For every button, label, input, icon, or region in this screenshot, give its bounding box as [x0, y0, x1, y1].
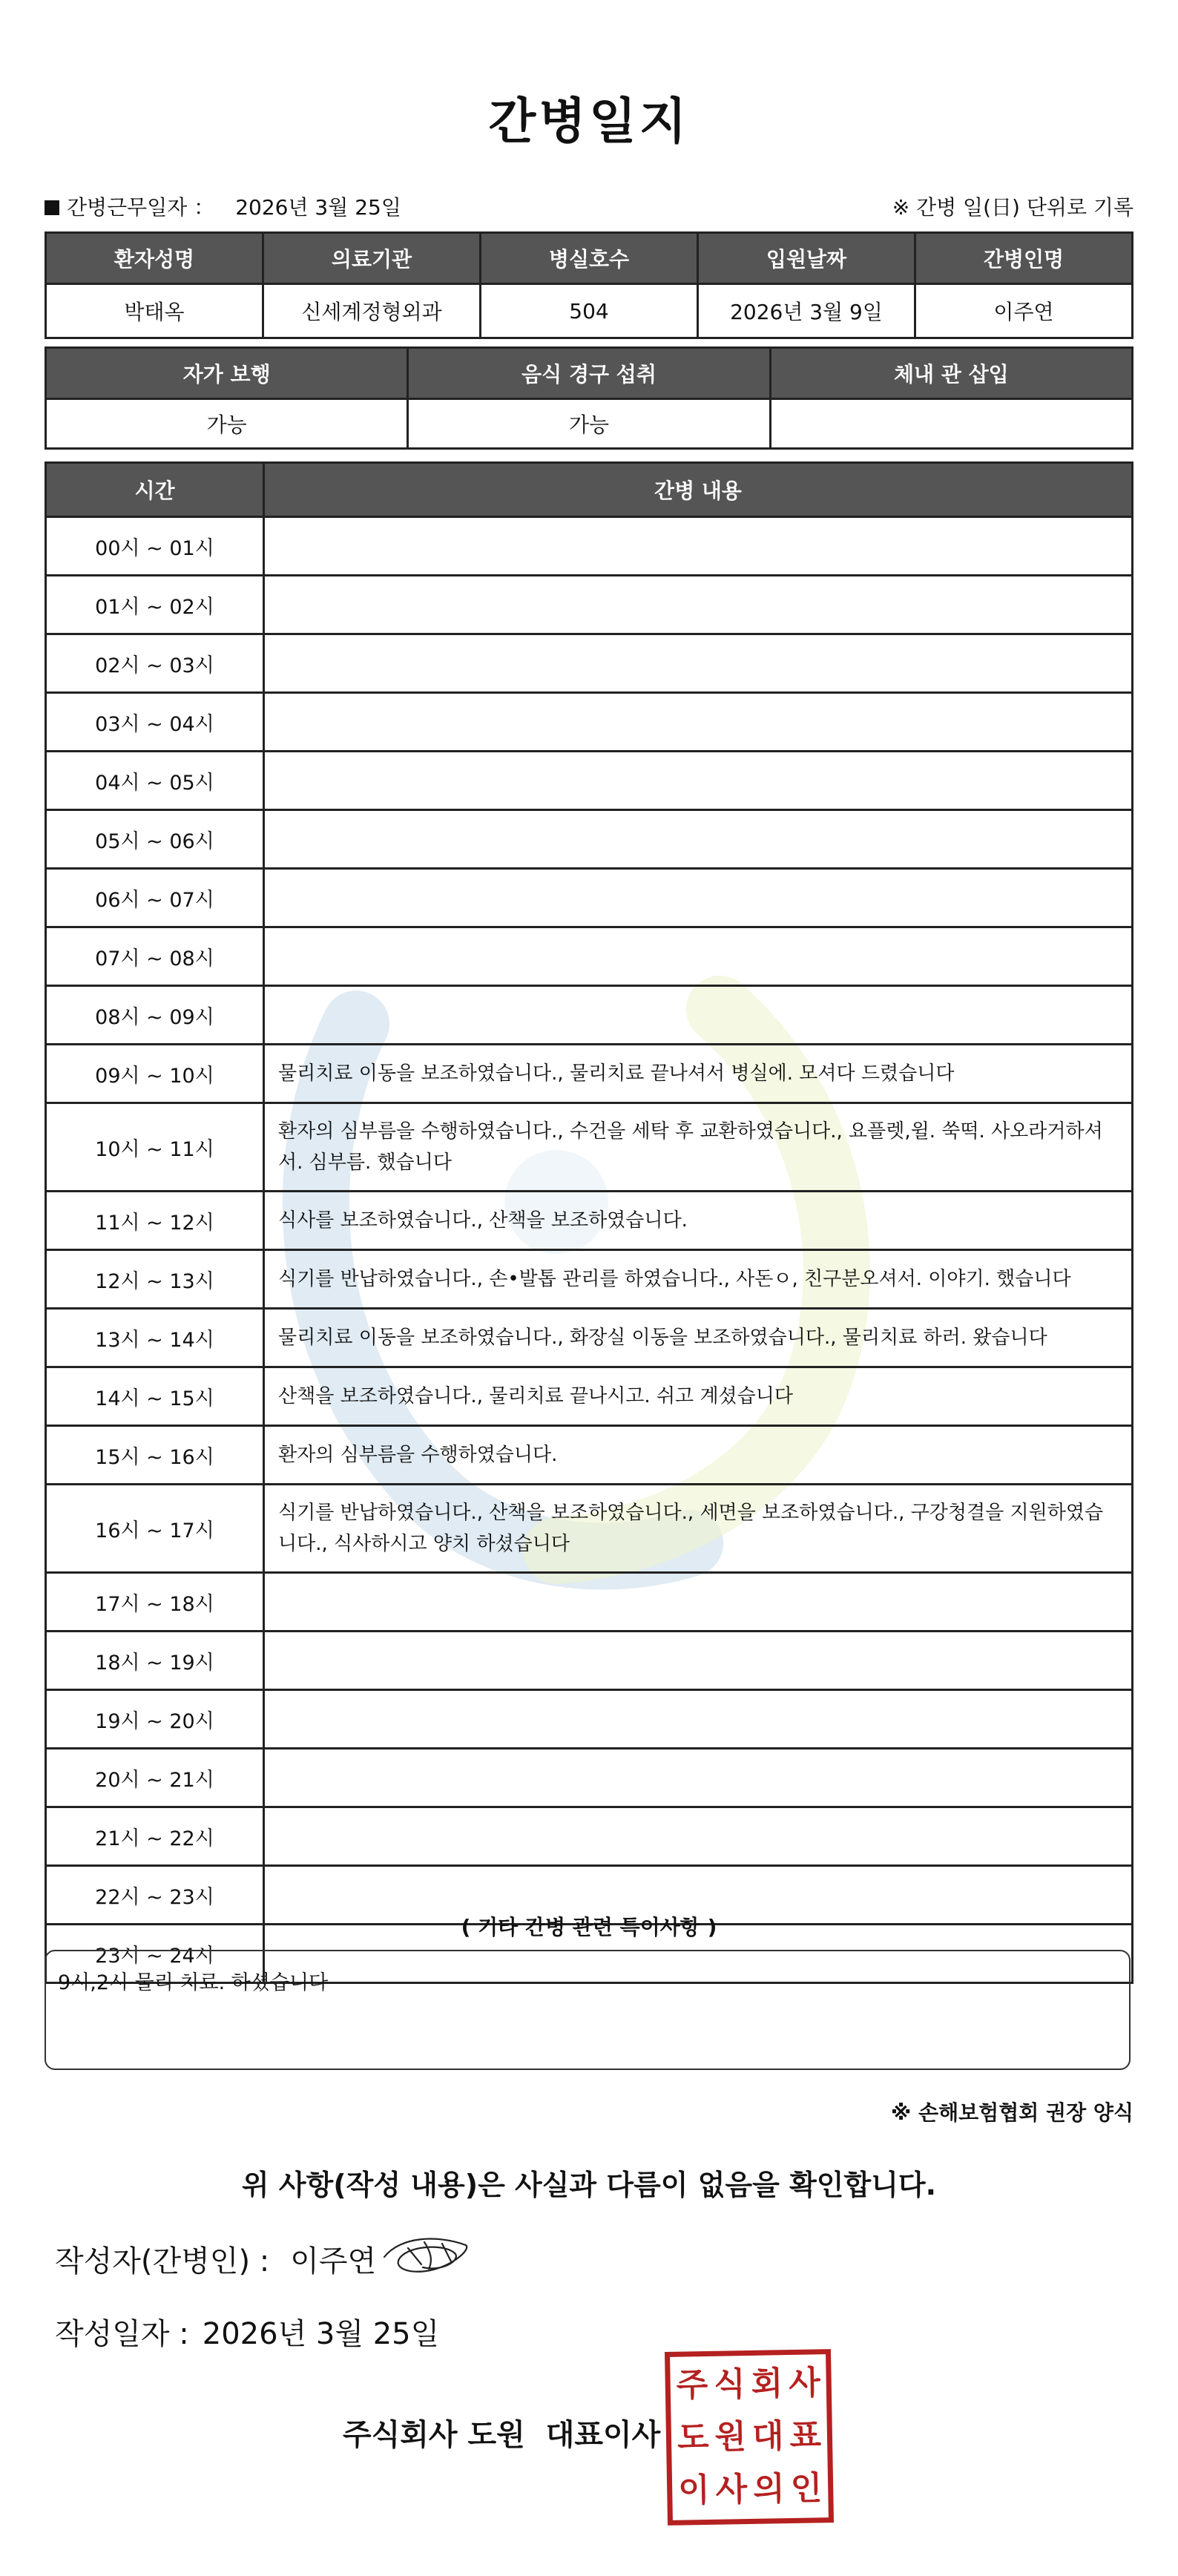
- table-row: [46, 752, 1133, 810]
- ability-header-row: [46, 348, 1133, 399]
- table-row: [46, 1192, 1133, 1250]
- care-content: [264, 810, 1133, 869]
- seal-char: 식: [713, 2365, 746, 2405]
- care-content: 물리치료 이동을 보조하였습니다., 물리치료 끝나셔서 병실에. 모셔다 드렸습니다: [264, 1045, 1133, 1103]
- time-slot: 15시 ~ 16시: [46, 1426, 264, 1485]
- time-slot: 12시 ~ 13시: [46, 1250, 264, 1309]
- seal-char: 원: [714, 2418, 747, 2457]
- care-log-table: [45, 461, 1133, 1984]
- time-slot: 07시 ~ 08시: [46, 927, 264, 986]
- care-content: [264, 1632, 1133, 1690]
- caregiver-name: 이주연: [915, 284, 1133, 338]
- notes-box: [45, 1950, 1131, 2070]
- time-slot: 20시 ~ 21시: [46, 1749, 264, 1807]
- standard-form-note: ※ 손해보험협회 권장 양식: [891, 2100, 1133, 2125]
- care-content: [264, 1573, 1133, 1632]
- time-slot: 23시 ~ 24시: [46, 1925, 264, 1983]
- document-title: 간병일지: [488, 93, 690, 150]
- table-row: [46, 1690, 1133, 1749]
- written-date-label: 작성일자 :: [55, 2317, 189, 2351]
- time-slot: 06시 ~ 07시: [46, 869, 264, 927]
- table-row: [46, 1367, 1133, 1426]
- writer-name: 이주연: [290, 2244, 377, 2278]
- hospital-name: 신세계정형외과: [263, 284, 481, 338]
- seal-char: 이: [677, 2471, 711, 2510]
- care-content: [264, 634, 1133, 693]
- header-patient-name: 환자성명: [46, 233, 263, 284]
- table-row: [46, 986, 1133, 1045]
- time-slot: 02시 ~ 03시: [46, 634, 264, 693]
- admission-date: 2026년 3월 9일: [698, 284, 915, 338]
- work-date-colon: ：: [194, 195, 215, 220]
- table-row: [46, 576, 1133, 634]
- care-content: 산책을 보조하였습니다., 물리치료 끝나시고. 쉬고 계셨습니다: [264, 1367, 1133, 1426]
- header-tube-insertion: 체내 관 삽입: [770, 348, 1132, 399]
- notes-title: ( 기타 간병 관련 특이사항 ): [461, 1915, 717, 1939]
- room-number: 504: [481, 284, 698, 338]
- written-date-line: [55, 2310, 439, 2353]
- table-row: [46, 869, 1133, 927]
- care-content: [264, 752, 1133, 810]
- table-row: [46, 1485, 1133, 1573]
- care-content: 식기를 반납하였습니다., 산책을 보조하였습니다., 세면을 보조하였습니다., 구강청결을 지원하였습니다., 식사하시고 양치 하셨습니다: [264, 1485, 1133, 1573]
- time-slot: 22시 ~ 23시: [46, 1866, 264, 1925]
- time-slot: 11시 ~ 12시: [46, 1192, 264, 1250]
- table-row: [46, 1045, 1133, 1103]
- care-content: [264, 1749, 1133, 1807]
- seal-char: 도: [677, 2418, 709, 2457]
- care-content: 환자의 심부름을 수행하였습니다.: [264, 1426, 1133, 1485]
- seal-char: 인: [790, 2468, 823, 2508]
- care-content: 환자의 심부름을 수행하였습니다., 수건을 세탁 후 교환하였습니다., 요플렛,윌. 쑥떡. 사오라거하셔서. 심부름. 했습니다: [264, 1103, 1133, 1192]
- written-date-value: 2026년 3월 25일: [202, 2317, 440, 2351]
- time-slot: 10시 ~ 11시: [46, 1103, 264, 1192]
- time-slot: 21시 ~ 22시: [46, 1807, 264, 1866]
- ability-value-row: [46, 399, 1133, 449]
- time-slot: 00시 ~ 01시: [46, 517, 264, 576]
- header-hospital: 의료기관: [263, 233, 481, 284]
- signature-icon: [378, 2229, 475, 2281]
- seal-char: 사: [715, 2470, 748, 2509]
- care-content: [264, 693, 1133, 752]
- care-content: [264, 517, 1133, 576]
- table-row: [46, 1103, 1133, 1192]
- care-content: 식사를 보조하였습니다., 산책을 보조하였습니다.: [264, 1192, 1133, 1250]
- seal-char: 사: [788, 2364, 821, 2403]
- time-slot: 17시 ~ 18시: [46, 1573, 264, 1632]
- header-time: 시간: [46, 463, 264, 517]
- writer-line: [55, 2238, 376, 2280]
- header-room: 병실호수: [481, 233, 698, 284]
- time-slot: 16시 ~ 17시: [46, 1485, 264, 1573]
- table-row: [46, 1807, 1133, 1866]
- header-oral-intake: 음식 경구 섭취: [408, 348, 770, 399]
- care-content: [264, 1690, 1133, 1749]
- notes-text: 9시,2시 물리 치료. 하셨습니다: [58, 1971, 329, 1994]
- tube-insertion-value: [770, 399, 1132, 449]
- table-row: [46, 517, 1133, 576]
- care-content: [264, 986, 1133, 1045]
- time-slot: 19시 ~ 20시: [46, 1690, 264, 1749]
- care-content: 식기를 반납하였습니다., 손•발톱 관리를 하였습니다., 사돈ㅇ, 친구분오셔서. 이야기. 했습니다: [264, 1250, 1133, 1309]
- seal-char: 의: [752, 2469, 786, 2508]
- writer-label: 작성자(간병인) :: [55, 2244, 270, 2278]
- confirmation-statement: 위 사항(작성 내용)은 사실과 다름이 없음을 확인합니다.: [241, 2169, 937, 2201]
- time-slot: 01시 ~ 02시: [46, 576, 264, 634]
- time-slot: 04시 ~ 05시: [46, 752, 264, 810]
- table-row: [46, 693, 1133, 752]
- table-row: [46, 1573, 1133, 1632]
- care-content: [264, 869, 1133, 927]
- company-name: 주식회사 도원: [343, 2418, 525, 2452]
- header-care-content: 간병 내용: [264, 463, 1133, 517]
- header-admission-date: 입원날짜: [698, 233, 915, 284]
- header-caregiver: 간병인명: [915, 233, 1133, 284]
- seal-char: 대: [751, 2417, 784, 2456]
- time-slot: 18시 ~ 19시: [46, 1632, 264, 1690]
- table-row: [46, 1749, 1133, 1807]
- self-walking-value: 가능: [46, 399, 408, 449]
- work-date-value: 2026년 3월 25일: [235, 195, 401, 220]
- table-row: [46, 634, 1133, 693]
- care-content: [264, 576, 1133, 634]
- oral-intake-value: 가능: [408, 399, 770, 449]
- table-row: [46, 927, 1133, 986]
- table-row: [46, 1309, 1133, 1367]
- time-slot: 08시 ~ 09시: [46, 986, 264, 1045]
- care-content: [264, 1807, 1133, 1866]
- table-row: [46, 1250, 1133, 1309]
- patient-info-table: [45, 231, 1133, 339]
- care-content: 물리치료 이동을 보조하였습니다., 화장실 이동을 보조하였습니다., 물리치료 하러. 왔습니다: [264, 1309, 1133, 1367]
- time-slot: 09시 ~ 10시: [46, 1045, 264, 1103]
- square-bullet-icon: [45, 200, 59, 215]
- table-row: [46, 1632, 1133, 1690]
- patient-ability-table: [45, 346, 1133, 450]
- seal-char: 주: [676, 2366, 708, 2405]
- time-slot: 03시 ~ 04시: [46, 693, 264, 752]
- time-slot: 14시 ~ 15시: [46, 1367, 264, 1426]
- patient-value-row: [46, 284, 1133, 338]
- time-slot: 13시 ~ 14시: [46, 1309, 264, 1367]
- time-slot: 05시 ~ 06시: [46, 810, 264, 869]
- header-self-walking: 자가 보행: [46, 348, 408, 399]
- company-rep-title: 대표이사: [545, 2418, 661, 2452]
- work-date: [45, 191, 401, 221]
- work-date-label: 간병근무일자: [67, 195, 188, 220]
- company-signature: [343, 2411, 660, 2454]
- table-row: [46, 810, 1133, 869]
- patient-name: 박태옥: [46, 284, 263, 338]
- log-header-row: [46, 463, 1133, 517]
- table-row: [46, 1426, 1133, 1485]
- company-seal-stamp: [665, 2349, 834, 2526]
- patient-header-row: [46, 233, 1133, 284]
- seal-char: 회: [751, 2365, 783, 2404]
- care-content: [264, 927, 1133, 986]
- seal-char: 표: [789, 2416, 822, 2456]
- unit-note: ※ 간병 일(日) 단위로 기록: [892, 195, 1133, 220]
